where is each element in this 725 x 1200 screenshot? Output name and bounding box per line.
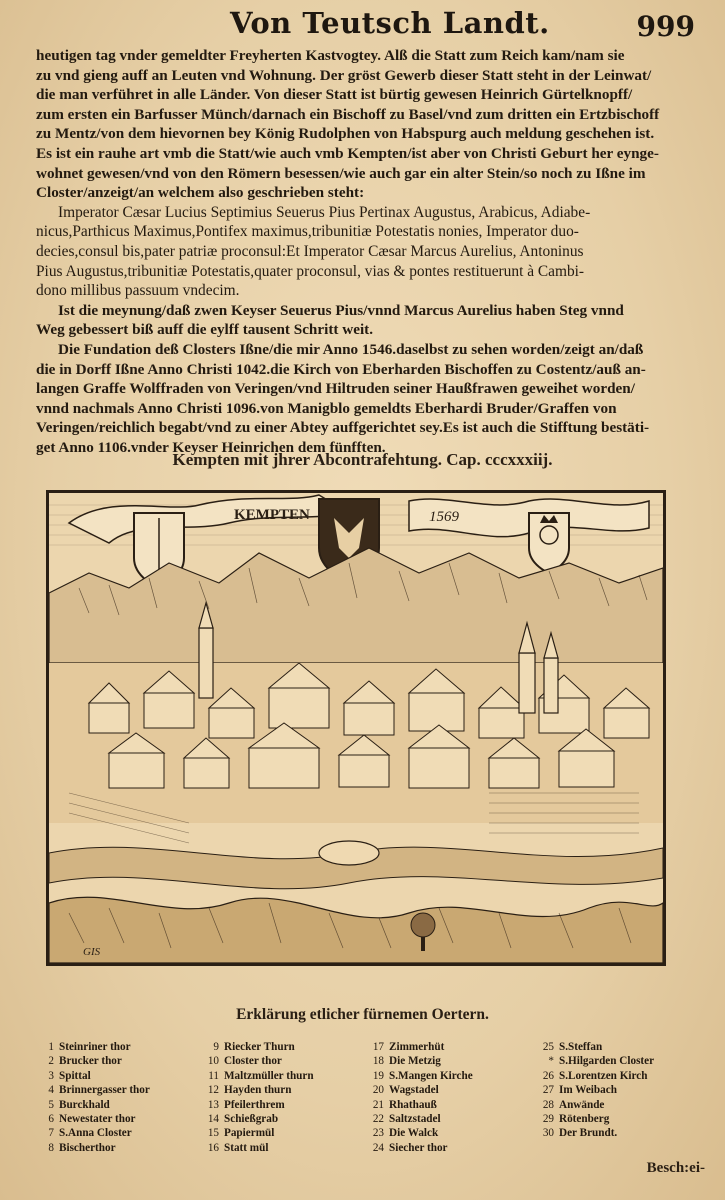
legend-item: 17 Zimmerhüt [372,1041,445,1053]
legend-item: 26 S.Lorentzen Kirch [542,1069,648,1082]
legend-item: 9 Riecker Thurn [213,1041,295,1053]
legend-item: 29 Rötenberg [542,1113,610,1126]
legend-item: 19 S.Mangen Kirche [372,1069,473,1082]
text-line: zum ersten ein Barfusser Münch/darnach ein Bischoff zu Basel/vnd zum dritten ein Ertzbischoff [36,105,660,123]
legend-item: 30 Der Brundt. [542,1127,618,1140]
legend-item: 22 Saltzstadel [372,1113,441,1126]
legend-item: 12 Hayden thurn [207,1084,292,1097]
legend-item: 10 Closter thor [207,1055,282,1068]
latin-inscription-line: Pius Augustus,tribunitiæ Potestatis,quater proconsul, vias & pontes restituerunt à Cambi- [36,262,585,280]
text-line: die in Dorff Ißne Anno Christi 1042.die Kirch von Eberharden Bischoffen zu Costentz/auß an- [36,360,646,378]
legend-item: 4 Brinnergasser thor [48,1084,150,1097]
text-line: vnnd nachmals Anno Christi 1096.von Manigblo gemeldts Eberhardi Bruder/Graffen von [36,399,617,417]
legend-item: 21 Rhathauß [372,1098,437,1111]
legend-column-1 [36,1040,206,1155]
text-line: Die Fundation deß Closters Ißne/die mir Anno 1546.daselbst zu sehen worden/zeigt an/daß [58,340,644,358]
legend-item: 6 Newestater thor [48,1113,136,1126]
catchword: Besch:ei- [646,1160,705,1176]
legend-item: 20 Wagstadel [372,1084,439,1097]
legend-column-4 [536,1040,706,1141]
text-line: langen Graffe Wolffraden von Veringen/vnd Hiltruden seiner Haußfrawen geweihet worden/ [36,380,635,398]
legend-item: 2 Brucker thor [48,1055,122,1068]
legend-item: 24 Siecher thor [372,1141,448,1154]
text-line: zu vnd gieng auff an Leuten vnd Wohnung. Der gröst Gewerb dieser Statt steht in der Leinwat/ [36,66,652,84]
text-line: Es ist ein rauhe art vmb die Statt/wie auch vmb Kempten/ist aber von Christi Geburt her eynge- [36,144,659,162]
legend-item: 28 Anwände [542,1098,605,1111]
latin-inscription-line: Imperator Cæsar Lucius Septimius Seuerus Pius Pertinax Augustus, Arabicus, Adiabe- [58,203,591,221]
text-line: Weg gebessert biß auff die eylff tausent Schritt weit. [36,321,374,339]
map-banner-text: KEMPTEN [234,507,310,523]
legend-column-2 [201,1040,371,1155]
legend-item: 11 Maltzmüller thurn [208,1069,314,1082]
map-year: 1569 [429,509,459,525]
latin-inscription-line: dono millibus passuum vndecim. [36,282,240,300]
text-line: Veringen/reichlich begabt/vnd zu einer Abtey auffgerichtet sey.Es ist auch die Stifftung bestäti- [36,419,650,437]
latin-inscription-line: decies,consul bis,pater patriæ proconsul:Et Imperator Cæsar Marcus Aurelius, Antoninus [36,242,584,260]
legend-item: 5 Burckhald [48,1098,110,1111]
text-line: Ist die meynung/daß zwen Keyser Seuerus Pius/vnnd Marcus Aurelius haben Steg vnnd [58,301,624,319]
legend-item: 3 Spittal [48,1069,91,1082]
chapter-title: Kempten mit jhrer Abcontrafehtung. Cap. cccxxxiij. [172,450,553,469]
page-number: 999 [636,10,695,43]
legend-item: 13 Pfeilerthrem [207,1098,285,1111]
legend-item: 8 Bischerthor [48,1141,116,1154]
legend-title: Erklärung etlicher fürnemen Oertern. [236,1006,489,1023]
legend-item: 27 Im Weibach [542,1084,617,1097]
legend-item: 23 Die Walck [372,1127,439,1140]
legend-item: 16 Statt mül [207,1141,269,1154]
latin-inscription-line: nicus,Parthicus Maximus,Pontifex maximus,tribunitiæ Potestatis nonies, Imperator duo- [36,223,579,241]
running-head: Von Teutsch Landt. [230,6,550,40]
legend-item: 18 Die Metzig [372,1055,441,1068]
text-line: wohnet gewesen/vnd von den Römern besessen/wie auch gar ein alter Stein/so noch zu Ißne im [36,164,646,182]
text-line: Closter/anzeigt/an welchem also geschrieben steht: [36,184,365,202]
woodcut-map [46,490,666,966]
artist-monogram: GIS [83,946,101,958]
page-header [0,4,725,44]
legend-item: 7 S.Anna Closter [48,1127,132,1140]
crowned-saint-crest-icon [529,513,569,573]
legend-item: * S.Hilgarden Closter [548,1055,655,1068]
text-line: get Anno 1106.vnder Keyser Heinrichen dem fünfften. [36,438,386,456]
text-line: die man verführet in alle Länder. Von dieser Statt ist bürtig gewesen Heinrich Gürtelknopff/ [36,86,633,104]
text-line: heutigen tag vnder gemeldter Freyherten Kastvogtey. Alß die Statt zum Reich kam/nam sie [36,47,625,64]
legend-item: 15 Papiermül [207,1127,275,1140]
text-line: zu Mentz/von dem hievornen bey König Rudolphen von Habspurg auch meldung geschehen ist. [36,125,655,143]
legend-item: 1 Steinriner thor [48,1041,131,1053]
legend-item: 25 S.Steffan [542,1041,603,1053]
legend-column-3 [366,1040,536,1155]
legend-item: 14 Schießgrab [207,1113,279,1126]
body-text [36,46,696,457]
